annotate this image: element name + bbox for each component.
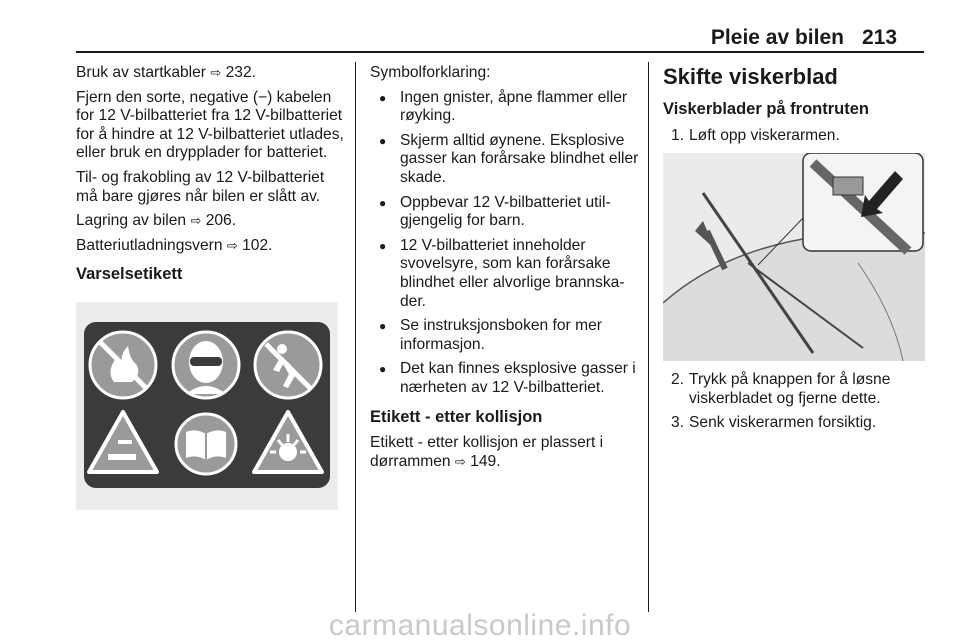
keep-away-children-icon bbox=[255, 332, 321, 398]
list-item: ● Oppbevar 12 V-bilbatteriet utilgjengelig for barn. bbox=[370, 194, 640, 231]
page-ref-arrow-icon[interactable] bbox=[455, 453, 466, 470]
page-ref-link[interactable]: 102. bbox=[242, 236, 273, 254]
list-item: ● Skjerm alltid øynene. Eksplosive gasser kan forårsake blindhet eller skade. bbox=[370, 132, 640, 188]
list-item: 1. Løft opp viskerarmen. bbox=[671, 126, 840, 144]
column-left bbox=[76, 64, 344, 516]
subsection-title-windscreen: Viskerblader på frontruten bbox=[663, 100, 870, 118]
list-item: 2. Trykk på knappen for å løsne viskerbladet og fjerne dette. bbox=[671, 371, 891, 407]
paragraph-storage: Lagring av bilen ⇨ 206. bbox=[76, 212, 344, 231]
symbol-explanation-intro: Symbolforklaring: bbox=[370, 64, 491, 81]
list-item: ● 12 V-bilbatteriet inneholder svovelsyre, som kan forårsake blindhet eller alvorlige brannskader. bbox=[370, 237, 640, 311]
column-divider-2 bbox=[648, 62, 649, 612]
page-ref-link[interactable]: 232. bbox=[225, 64, 256, 81]
column-right bbox=[663, 64, 925, 439]
steps-list bbox=[663, 127, 925, 146]
section-heading-warning-label: Varselsetikett bbox=[76, 265, 183, 284]
section-title-wiper-blade: Skifte viskerblad bbox=[663, 64, 838, 89]
paragraph-disconnect: Fjern den sorte, negative (−) kabelen for 12 V-bilbatteriet fra 12 V-bilbatteriet for å hindre at 12 V-bilbatteriet utlades, eller bruk en drypplader for batteriet. bbox=[76, 88, 344, 162]
page-number: 213 bbox=[862, 26, 898, 49]
list-item: ● Det kan finnes eksplosive gasser i nærheten av 12 V-bilbatteriet. bbox=[370, 360, 640, 397]
manual-icon bbox=[176, 414, 236, 474]
list-item: 3. Senk viskerarmen forsiktig. bbox=[671, 414, 877, 432]
watermark: carmanualsonline.info bbox=[328, 609, 632, 642]
section-heading-collision-label: Etikett - etter kollisjon bbox=[370, 407, 543, 426]
paragraph-connect: Til- og frakobling av 12 V-bilbatteriet må bare gjøres når bilen er slått av. bbox=[76, 168, 325, 205]
column-divider-1 bbox=[355, 62, 356, 612]
paragraph-protection: Batteriutladningsvern ⇨ 102. bbox=[76, 237, 344, 256]
warning-label-image bbox=[76, 302, 338, 510]
list-item: ● Ingen gnister, åpne flammer eller røyking. bbox=[370, 89, 640, 126]
no-flames-icon bbox=[90, 332, 156, 398]
page-ref-arrow-icon[interactable] bbox=[190, 212, 201, 229]
chapter-title: Pleie av bilen bbox=[710, 26, 844, 49]
page-ref-link[interactable]: 149. bbox=[470, 452, 501, 470]
page-ref-arrow-icon[interactable] bbox=[227, 237, 238, 254]
list-item: ● Se instruksjonsboken for mer informasjon. bbox=[370, 317, 640, 354]
column-middle bbox=[370, 64, 640, 477]
paragraph-collision-label: Etikett - etter kollisjon er plassert i dørrammen ⇨ 149. bbox=[370, 434, 640, 471]
paragraph-jump-start: Bruk av startkabler ⇨ 232. bbox=[76, 64, 344, 83]
steps-list-continued bbox=[663, 371, 925, 433]
page-ref-link[interactable]: 206. bbox=[205, 212, 237, 230]
symbol-explanation-list bbox=[370, 89, 640, 398]
eye-protection-icon bbox=[173, 332, 239, 398]
header-rule bbox=[76, 51, 924, 53]
wiper-arm-illustration bbox=[663, 153, 925, 361]
page-ref-arrow-icon[interactable] bbox=[210, 64, 221, 81]
